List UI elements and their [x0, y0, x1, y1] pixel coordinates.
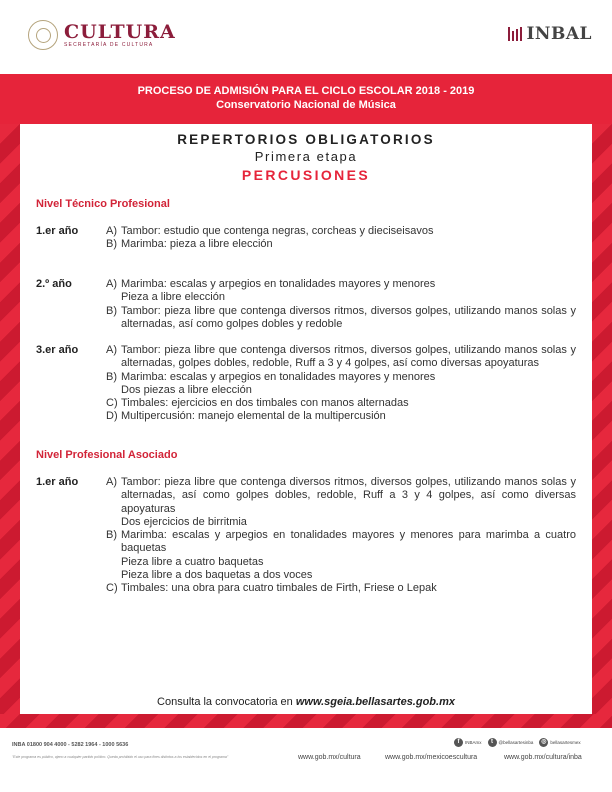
section-heading: Nivel Profesional Asociado: [36, 449, 178, 461]
national-seal-icon: [28, 20, 58, 50]
year-label: 1.er año: [36, 225, 79, 237]
inbal-logo[interactable]: [508, 24, 592, 44]
list-item-continuation: Pieza libre a cuatro baquetas: [121, 555, 264, 568]
instagram-icon[interactable]: ◎: [541, 739, 547, 745]
document-title: REPERTORIOS OBLIGATORIOS: [177, 132, 435, 147]
logo-main-text: CULTURA: [64, 21, 176, 43]
social-label[interactable]: @bellasartesinba: [498, 740, 534, 745]
list-item: D) Multipercusión: manejo elemental de la multipercusión: [106, 410, 386, 423]
twitter-icon[interactable]: t: [488, 738, 497, 747]
banner-title: PROCESO DE ADMISIÓN PARA EL CICLO ESCOLAR 2018 - 2019: [137, 85, 475, 97]
list-item: B) Marimba: pieza a libre elección: [106, 238, 273, 251]
banner-subtitle: Conservatorio Nacional de Música: [216, 99, 396, 111]
year-items: [106, 225, 576, 252]
cultura-logo[interactable]: [28, 20, 176, 50]
inbal-logo-text: INBAL: [526, 24, 592, 44]
list-item: B) Marimba: escalas y arpegios en tonalidades mayores y menores: [106, 370, 436, 383]
facebook-icon[interactable]: f: [454, 738, 463, 747]
year-label: 2.º año: [36, 278, 72, 290]
list-item: B) Marimba: escalas y arpegios en tonalidades mayores y menores para marimba a cuatro baquetas: [106, 529, 576, 555]
footer-phone: INBA 01800 904 4000 - 5282 1964 - 1000 5636: [12, 742, 129, 748]
list-item: C) Timbales: ejercicios en dos timbales con manos alternadas: [106, 397, 409, 410]
inbal-columns-icon: [508, 27, 522, 41]
footer-link[interactable]: www.gob.mx/cultura/inba: [504, 754, 582, 761]
title-banner: [0, 74, 612, 124]
year-label: 3.er año: [36, 344, 79, 356]
year-items: [106, 344, 576, 424]
logo-sub-text: SECRETARÍA DE CULTURA: [64, 42, 154, 48]
year-items: [106, 278, 576, 331]
footer: [0, 728, 612, 792]
section-heading: Nivel Técnico Profesional: [36, 198, 170, 210]
list-item: C) Timbales: una obra para cuatro timbales de Firth, Friese o Lepak: [106, 582, 437, 595]
list-item: A) Marimba: escalas y arpegios en tonalidades mayores y menores: [106, 278, 436, 290]
footer-link[interactable]: www.gob.mx/mexicoescultura: [385, 754, 478, 761]
year-label: 1.er año: [36, 476, 79, 488]
list-item: B) Tambor: pieza libre que contenga diversos ritmos, diversos golpes, utilizando manos solas y alternadas, así como golpes dobles y redoble: [106, 304, 576, 330]
document-subject: PERCUSIONES: [241, 167, 371, 183]
consulta-text: Consulta la convocatoria en: [157, 696, 293, 708]
list-item: A) Tambor: estudio que contenga negras, corcheas y dieciseisavos: [106, 225, 434, 237]
consulta-line: [20, 696, 592, 708]
consulta-link[interactable]: www.sgeia.bellasartes.gob.mx: [295, 696, 455, 708]
left-pattern-border: [0, 124, 20, 714]
social-label[interactable]: bellasartesmex: [550, 740, 581, 745]
content-card: [20, 124, 592, 714]
header: [0, 0, 612, 74]
social-label[interactable]: INBAmx: [465, 740, 482, 745]
list-item-continuation: Pieza a libre elección: [121, 291, 225, 304]
list-item: A) Tambor: pieza libre que contenga diversos ritmos, diversos golpes, utilizando manos solas y alternadas, golpes dobles, redoble, Ruff a 3 y 4 golpes, así como diversas apoyaturas: [106, 344, 576, 370]
footer-legal-notice: "Este programa es público, ajeno a cualquier partido político. Queda prohibido el uso para fines distintos a los establecidos en el programa": [12, 755, 229, 759]
right-pattern-border: [592, 124, 612, 714]
footer-social-links: [448, 738, 581, 747]
document-stage: Primera etapa: [254, 149, 358, 164]
list-item-continuation: Dos piezas a libre elección: [121, 383, 252, 396]
bottom-pattern-border: [0, 714, 612, 728]
list-item-continuation: Dos ejercicios de birritmia: [121, 515, 247, 528]
year-items: [106, 476, 576, 596]
list-item-continuation: Pieza libre a dos baquetas a dos voces: [121, 569, 313, 582]
footer-link[interactable]: www.gob.mx/cultura: [298, 754, 361, 761]
list-item: A) Tambor: pieza libre que contenga diversos ritmos, diversos golpes, utilizando manos solas y alternadas, así como golpes dobles, redoble, Ruff a 3 y 4 golpes, así como diversas apoyaturas: [106, 476, 576, 515]
